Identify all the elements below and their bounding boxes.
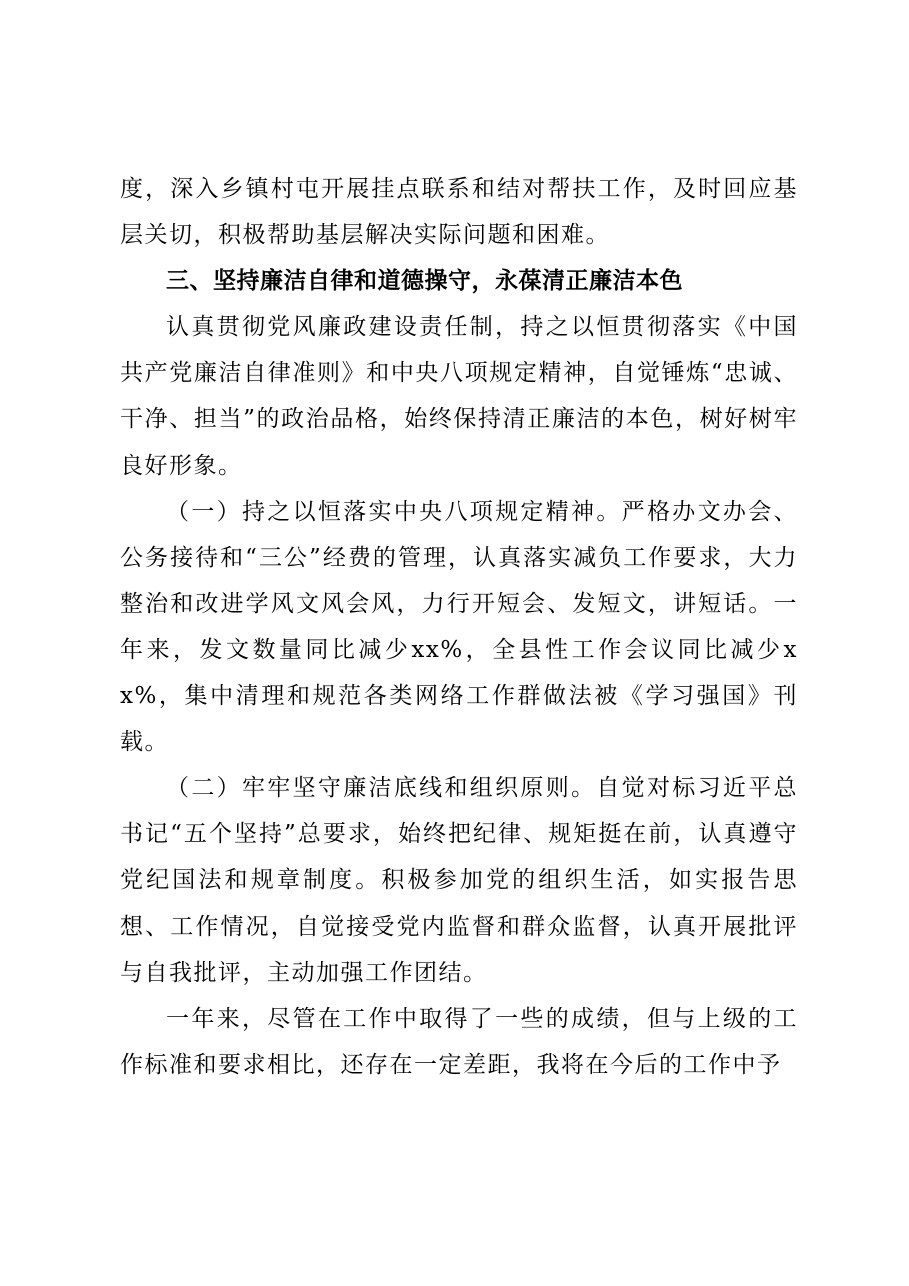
paragraph: 一年来，尽管在工作中取得了一些的成绩，但与上级的工作标准和要求相比，还存在一定差距，我将在今后的工作中予	[120, 1005, 798, 1078]
paragraph: （二）牢牢坚守廉洁底线和组织原则。自觉对标习近平总书记“五个坚持”总要求，始终把纪律、规矩挺在前，认真遵守党纪国法和规章制度。积极参加党的组织生活，如实报告思想、工作情况，自觉接受党内监督和群众监督，认真开展批评与自我批评，主动加强工作团结。	[120, 775, 798, 986]
paragraph: （一）持之以恒落实中央八项规定精神。严格办文办会、公务接待和“三公”经费的管理，认真落实减负工作要求，大力整治和改进学风文风会风，力行开短会、发短文，讲短话。一年来，发文数量同比减少xx%，全县性工作会议同比减少xx%，集中清理和规范各类网络工作群做法被《学习强国》刊载。	[120, 498, 798, 756]
paragraph-continuation: 度，深入乡镇村屯开展挂点联系和结对帮扶工作，及时回应基层关切，积极帮助基层解决实际问题和困难。	[120, 176, 798, 249]
section-heading: 三、坚持廉洁自律和道德操守，永葆清正廉洁本色	[166, 268, 683, 295]
document-body	[120, 166, 798, 1088]
paragraph: 认真贯彻党风廉政建设责任制，持之以恒贯彻落实《中国共产党廉洁自律准则》和中央八项规定精神，自觉锤炼“忠诚、干净、担当”的政治品格，始终保持清正廉洁的本色，树好树牢良好形象。	[120, 314, 798, 479]
